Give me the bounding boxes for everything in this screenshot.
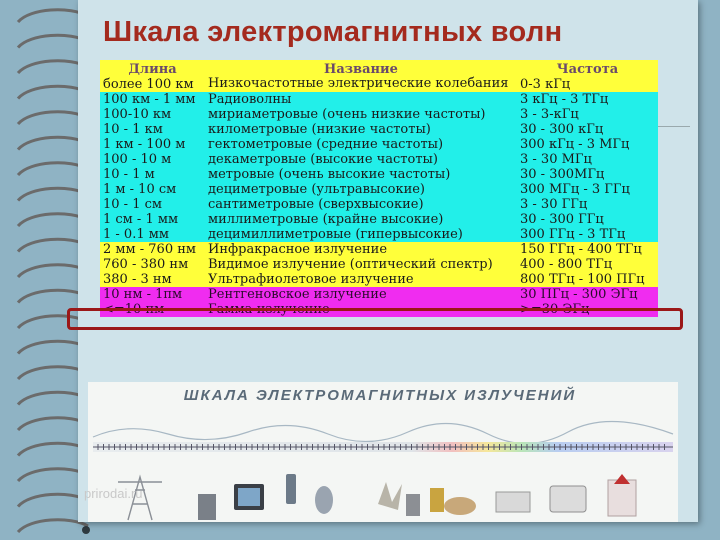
cell-freq: 30 - 300МГц <box>517 167 658 182</box>
table-row <box>100 107 658 122</box>
table-row <box>100 272 658 287</box>
table-row <box>100 167 658 182</box>
table-row <box>100 242 658 257</box>
cell-freq: 30 - 300 ГГц <box>517 212 658 227</box>
cell-length: 10 - 1 см <box>100 197 205 212</box>
cell-length: 380 - 3 нм <box>100 272 205 287</box>
cell-length: 10 нм - 1пм <box>100 287 205 302</box>
cell-freq: >=30 ЭГц <box>517 302 658 317</box>
cell-freq: 30 ПГц - 300 ЭГц <box>517 287 658 302</box>
cell-name: миллиметровые (крайне высокие) <box>205 212 517 227</box>
header-frequency: Частота <box>517 60 658 77</box>
cell-length: 1 км - 100 м <box>100 137 205 152</box>
cell-name: метровые (очень высокие частоты) <box>205 167 517 182</box>
table-row <box>100 122 658 137</box>
cell-name: дециметровые (ультравысокие) <box>205 182 517 197</box>
cell-name: декаметровые (высокие частоты) <box>205 152 517 167</box>
cell-name: Инфракрасное излучение <box>205 242 517 257</box>
cell-name: мириаметровые (очень низкие частоты) <box>205 107 517 122</box>
cell-length: 10 - 1 км <box>100 122 205 137</box>
cell-freq: 3 - 30 ГГц <box>517 197 658 212</box>
cell-freq: 150 ГГц - 400 ТГц <box>517 242 658 257</box>
cell-name: километровые (низкие частоты) <box>205 122 517 137</box>
visible-light-highlight-frame <box>67 308 683 330</box>
table-row <box>100 227 658 242</box>
cell-length: 10 - 1 м <box>100 167 205 182</box>
cell-freq: 800 ТГц - 100 ПГц <box>517 272 658 287</box>
cell-name: Рентгеновское излучение <box>205 287 517 302</box>
table-row <box>100 137 658 152</box>
spectrum-title: ШКАЛА ЭЛЕКТРОМАГНИТНЫХ ИЗЛУЧЕНИЙ <box>183 387 577 404</box>
cell-length: 1 м - 10 см <box>100 182 205 197</box>
table-row <box>100 287 658 302</box>
page-title: Шкала электромагнитных волн <box>103 16 563 48</box>
header-length: Длина <box>100 60 205 77</box>
cell-name: сантиметровые (сверхвысокие) <box>205 197 517 212</box>
cell-name: Ультрафиолетовое излучение <box>205 272 517 287</box>
cell-freq: 300 ГГц - 3 ТГц <box>517 227 658 242</box>
cell-freq: 3 - 30 МГц <box>517 152 658 167</box>
cell-length: 100-10 км <box>100 107 205 122</box>
cell-name: Видимое излучение (оптический спектр) <box>205 257 517 272</box>
cell-freq: 3 кГц - 3 ТГц <box>517 92 658 107</box>
cell-length: 760 - 380 нм <box>100 257 205 272</box>
table-row <box>100 92 658 107</box>
cell-length: 100 км - 1 мм <box>100 92 205 107</box>
cell-name: Радиоволны <box>205 92 517 107</box>
header-name: Название <box>205 60 517 77</box>
wave-table <box>100 60 658 317</box>
cell-freq: 300 кГц - 3 МГц <box>517 137 658 152</box>
cell-length: 100 - 10 м <box>100 152 205 167</box>
cell-name: Гамма-излучение <box>205 302 517 317</box>
table-row <box>100 212 658 227</box>
table-row <box>100 182 658 197</box>
table-header-row <box>100 60 658 77</box>
table-row <box>100 197 658 212</box>
cell-name: децимиллиметровые (гипервысокие) <box>205 227 517 242</box>
cell-name: Низкочастотные электрические колебания <box>205 77 517 92</box>
cell-length: 1 см - 1 мм <box>100 212 205 227</box>
cell-freq: 3 - 3-кГц <box>517 107 658 122</box>
cell-freq: 400 - 800 ТГц <box>517 257 658 272</box>
table-row <box>100 257 658 272</box>
cell-length: 2 мм - 760 нм <box>100 242 205 257</box>
cell-length: более 100 км <box>100 77 205 92</box>
cell-freq: 0-3 кГц <box>517 77 658 92</box>
table-row <box>100 152 658 167</box>
cell-length: <=10 пм <box>100 302 205 317</box>
table-row <box>100 77 658 92</box>
cell-length: 1 - 0.1 мм <box>100 227 205 242</box>
cell-freq: 300 МГц - 3 ГГц <box>517 182 658 197</box>
cell-name: гектометровые (средние частоты) <box>205 137 517 152</box>
watermark: prirodai.ru <box>84 486 143 501</box>
cell-freq: 30 - 300 кГц <box>517 122 658 137</box>
